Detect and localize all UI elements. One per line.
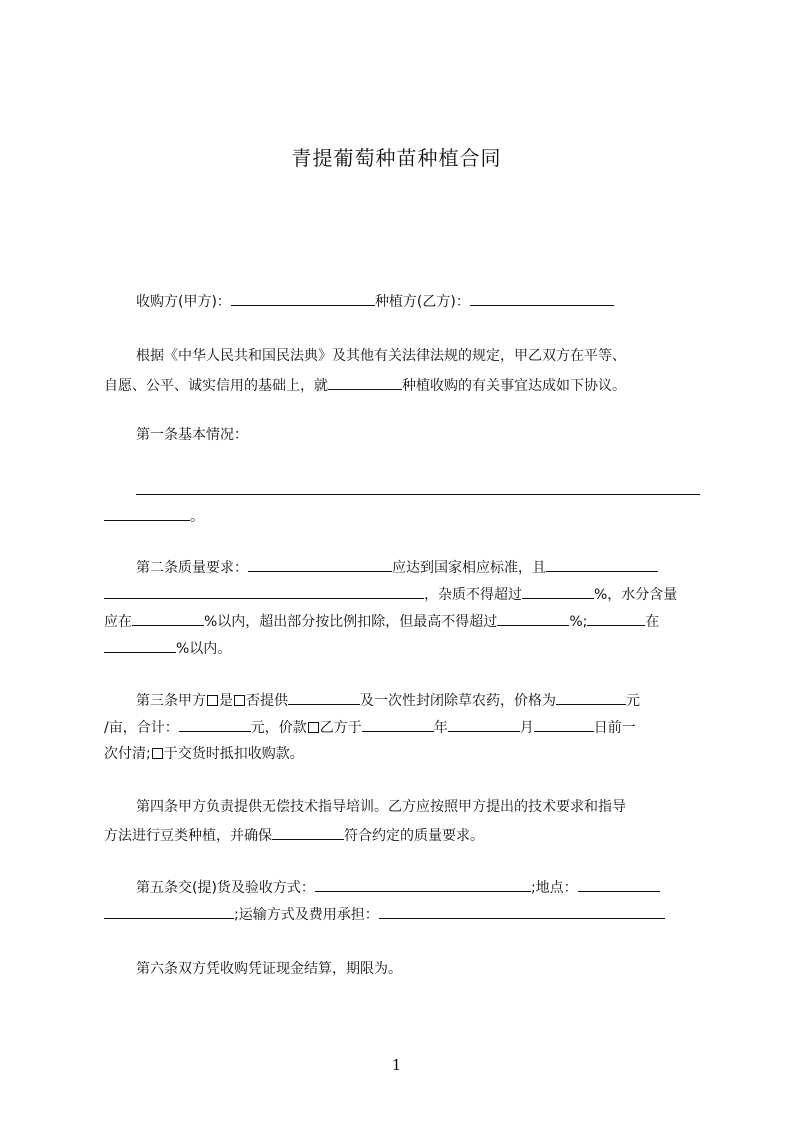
month-blank[interactable] <box>448 717 520 732</box>
article-3-line-2: /亩，合计： 元，价款 乙方于 年 月 日前一 <box>104 717 704 738</box>
article-2-line-4: %以内。 <box>104 638 704 659</box>
year-blank[interactable] <box>362 717 434 732</box>
article-4-line-2: 方法进行豆类种植，并确保 符合约定的质量要求。 <box>104 825 704 846</box>
transport-blank[interactable] <box>379 904 665 919</box>
day-blank[interactable] <box>534 717 594 732</box>
supply-item-blank[interactable] <box>288 690 360 705</box>
crop-blank[interactable] <box>328 375 402 390</box>
other-percent-blank[interactable] <box>104 638 176 653</box>
article-2-line-1: 第二条质量要求： 应达到国家相应标准，且 <box>136 557 736 578</box>
other-item-blank[interactable] <box>587 611 645 626</box>
price-blank[interactable] <box>556 690 626 705</box>
parties-line <box>136 291 736 312</box>
quality-extra-blank-2[interactable] <box>104 584 424 599</box>
document-title: 青提葡萄种苗种植合同 <box>291 146 502 170</box>
preamble-line-1: 根据《中华人民共和国民法典》及其他有关法律法规的规定，甲乙双方在平等、 <box>136 348 626 364</box>
page-number: 1 <box>391 1056 402 1074</box>
total-blank[interactable] <box>179 717 251 732</box>
no-checkbox[interactable] <box>234 695 245 706</box>
basic-info-blank-2[interactable] <box>104 506 190 521</box>
quality-extra-blank-1[interactable] <box>546 557 658 572</box>
article-5-line-2: ;运输方式及费用承担： <box>104 904 704 925</box>
moisture-blank[interactable] <box>132 611 204 626</box>
preamble-line-2: 自愿、公平、诚实信用的基础上，就 种植收购的有关事宜达成如下协议。 <box>104 375 704 396</box>
article-3-line-1: 第三条甲方 是 否提供 及一次性封闭除草农药，价格为 元 <box>136 690 736 711</box>
buyer-blank[interactable] <box>231 291 375 306</box>
article-1-heading: 第一条基本情况： <box>136 427 248 443</box>
max-deduct-blank[interactable] <box>497 611 569 626</box>
article-6-line-1: 第六条双方凭收购凭证现金结算，期限为。 <box>136 961 402 977</box>
delivery-method-blank[interactable] <box>315 877 531 892</box>
article-5-line-1: 第五条交(提)货及验收方式： ;地点： <box>136 877 736 898</box>
yes-checkbox[interactable] <box>207 695 218 706</box>
article-2-line-2: ，杂质不得超过 %，水分含量 <box>104 584 704 605</box>
location-blank-2[interactable] <box>104 904 234 919</box>
grower-label: 种植方(乙方)： <box>374 294 470 310</box>
quality-item-blank[interactable] <box>248 557 392 572</box>
payment-checkbox-1[interactable] <box>308 722 319 733</box>
product-blank[interactable] <box>272 825 344 840</box>
grower-blank[interactable] <box>470 291 614 306</box>
location-blank-1[interactable] <box>578 877 660 892</box>
article-4-line-1: 第四条甲方负责提供无偿技术指导培训。乙方应按照甲方提出的技术要求和指导 <box>136 799 626 815</box>
article-1-blank-line-2: 。 <box>104 506 704 527</box>
impurity-blank[interactable] <box>522 584 594 599</box>
payment-checkbox-2[interactable] <box>152 748 163 759</box>
article-2-line-3: 应在 %以内，超出部分按比例扣除，但最高不得超过 %; 在 <box>104 611 704 632</box>
basic-info-blank-1[interactable] <box>136 480 700 495</box>
article-3-line-3: 次付清; 于交货时抵扣收购款。 <box>104 746 304 762</box>
buyer-label: 收购方(甲方)： <box>136 294 231 310</box>
article-1-blank-line-1 <box>136 480 736 501</box>
